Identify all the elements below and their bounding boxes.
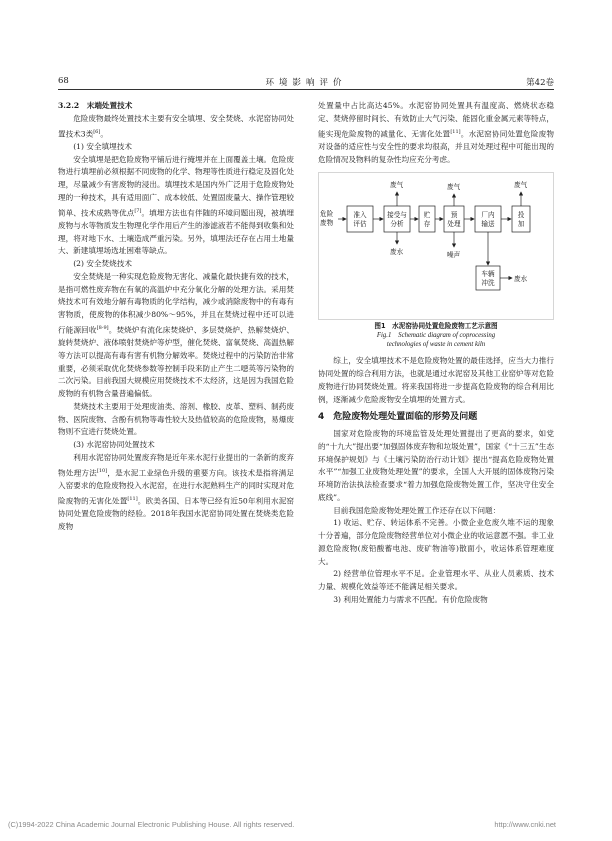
right-top-paragraph: 处置量中占比高达45%。水泥窑协同处置具有温度高、燃烧状态稳定、焚烧停留时间长、有效防止大气污染、能固化重金属元素等特点，能实现危险废物的减量化、无害化处置[11]。水泥窑协同处置危险废物对设备的适应性与安全性的要求均很高，并且对处理过程中可能出现的危险情况及物料的复杂性均应充分考虑。 [318, 101, 554, 164]
right-bottom-paragraph: 2) 经营单位管理水平不足。企业管理水平、从业人员素质、技术力量、规模化效益等还不能满足相关要求。 [318, 569, 554, 592]
cnki-url: http://www.cnki.net [494, 820, 556, 829]
label-waste-gas-3: 废气 [514, 181, 528, 190]
label-hazardous-waste-2: 废物 [320, 219, 334, 228]
node-n2-line1: 接受与 [387, 211, 407, 220]
node-n6-line2: 加 [517, 220, 525, 229]
label-waste-gas-2: 废气 [447, 183, 461, 192]
right-bottom-paragraph: 1) 收运、贮存、转运体系不完善。小微企业危废久堆不运的现象十分普遍，部分危险废物经营单位对小微企业的收运意愿不强。非工业源危险废物(废铅酸蓄电池、废矿物油等)散面小，收运体系管理难度大。 [318, 518, 554, 566]
left-paragraph: 安全焚烧是一种实现危险废物无害化、减量化最快捷有效的技术，是指可燃性废弃物在有氧的高温炉中充分氧化分解的处理方法。采用焚烧技术可有效地分解有毒物质的化学结构，减少或消除废物中的有毒有害物质，使废物的体积减少80%～95%，并且在焚烧过程中还可以进行能源回收[8-9]。焚烧炉有流化床焚烧炉、多层焚烧炉、热解焚烧炉、旋转焚烧炉、液体喷射焚烧炉等炉型，催化焚烧、富氧焚烧、高温热解等方法可以提高有毒有害有机物分解效率。焚烧过程中的污染防治非常重要，必须采取优化焚烧参数等控制手段来防止产生二噁英等污染物的二次污染。目前我国大规模应用焚烧技术不太经济，这是因为我国危险废物的有机物含量普遍偏低。 [58, 271, 295, 399]
right-bottom-paragraph: 3) 利用处置能力与需求不匹配。有价危险废物 [333, 594, 488, 604]
caption-english-line1: Fig.1 Schematic diagram of coprocessing [376, 332, 496, 340]
node-n7-line1: 车辆 [481, 270, 495, 279]
page-number: 68 [58, 76, 69, 86]
label-noise: 噪声 [447, 251, 461, 260]
citation-ref: [11] [127, 495, 138, 502]
page-header [0, 76, 612, 88]
journal-title: 环境影响评价 [265, 78, 347, 88]
left-column [58, 100, 294, 533]
node-n1-line2: 评估 [353, 220, 367, 229]
node-n6-line1: 投 [517, 211, 525, 220]
left-paragraph: 焚烧技术主要用于处理废油类、溶剂、橡胶、皮革、塑料、制药废物、医院废物、含酚有机物等毒性较大及热值较高的危险废物，易爆废物则不宜进行焚烧处置。 [58, 401, 294, 437]
node-n7-line2: 冲洗 [481, 279, 495, 288]
right-bottom-paragraph: 目前我国危险废物处理处置工作还存在以下问题： [333, 505, 501, 515]
section-heading: 4 危险废物处理处置面临的形势及问题 [318, 412, 478, 423]
volume-label: 第42卷 [526, 78, 554, 88]
node-n4-line2: 处理 [447, 220, 461, 229]
citation-ref: [8-9] [96, 324, 109, 331]
label-hazardous-waste-1: 危险 [320, 210, 334, 219]
left-paragraph: (1) 安全填埋技术 [73, 141, 132, 151]
node-n5-line1: 厂内 [481, 211, 495, 220]
label-waste-water-2: 废水 [514, 275, 528, 284]
left-paragraph: 3.2.2 末端处置技术 [58, 101, 133, 110]
right-bottom-paragraph: 国家对危险废物的环境监管及处理处置提出了更高的要求，如党的“十九大”提出要“加强固体废弃物和垃圾处置”，国家《“十三五”生态环境保护规划》与《土壤污染防治行动计划》提出“提高危险废物处置水平”“加强工业废物处理处置”的要求，全国人大开展的固体废物污染环境防治法执法检查要求“着力加强危险废物处置工作，坚决守住安全底线”。 [318, 429, 554, 502]
left-paragraph: 安全填埋是把危险废物平铺后进行掩埋并在上面覆盖土壤。危险废物进行填埋前必须根据不同废物的化学、物理等性质进行稳定及固化处理，尽量减少有害废物的浸出。填埋技术是国内外广泛用于危险废物处理的一种技术，具有适用面广、成本较低、处置固废量大、操作管理较简单、技术成熟等优点[7]。填埋方法也有伴随的环境问题出现，被填埋废物与水等物质发生物理化学作用后产生的渗滤液若不能得到收集和处理，将对地下水、土壤造成严重污染。另外，填埋法还存在占用土地量大、新建填埋场选址困难等缺点。 [58, 154, 295, 256]
left-paragraph: 利用水泥窑协同处置废弃物是近年来水泥行业提出的一条新的废弃物处理方法[10]，是水泥工业绿色升级的重要方向。该技术是指将满足入窑要求的危险废物投入水泥窑，在进行水泥熟料生产的同时实现对危险废物的无害化处置[11]。欧美各国、日本等已经有近50年利用水泥窑协同处置危险废物的经验。2018年我国水泥窑协同处置在焚烧类危险废物 [58, 452, 294, 531]
node-n3-line2: 存 [423, 220, 431, 229]
node-n5-line2: 输送 [481, 220, 495, 229]
left-paragraph: (3) 水泥窑协同处置技术 [73, 440, 155, 450]
node-n4-line1: 预 [450, 211, 458, 220]
right-column-bottom [318, 355, 554, 606]
right-column [318, 100, 554, 607]
citation-ref: [6] [93, 128, 101, 135]
node-n3-line1: 贮 [423, 211, 431, 220]
figure-caption [318, 322, 554, 349]
page-footer [0, 820, 612, 832]
caption-chinese: 图1 水泥窑协同处置危险废物工艺示意图 [374, 322, 498, 331]
header-rule [58, 89, 554, 90]
label-waste-water-1: 废水 [390, 248, 404, 257]
figure-frame [319, 173, 554, 320]
citation-ref: [10] [96, 467, 108, 474]
node-n1-line1: 准入 [353, 211, 367, 220]
copyright-notice: (C)1994-2022 China Academic Journal Electronic Publishing House. All rights reserved. [8, 820, 295, 829]
right-column-top [318, 100, 554, 166]
caption-english-line2: technologies of waste in cement kiln [386, 341, 486, 349]
left-paragraph: 危险废物最终处置技术主要有安全填埋、安全焚烧、水泥窑协同处置技术3类[6]。 [58, 113, 294, 139]
citation-ref: [11] [450, 128, 461, 135]
node-n2-line2: 分析 [390, 220, 404, 229]
process-figure [318, 172, 554, 320]
left-paragraph: (2) 安全焚烧技术 [73, 259, 132, 269]
process-diagram [318, 172, 554, 320]
label-waste-gas-1: 废气 [390, 181, 404, 190]
right-bottom-paragraph: 综上，安全填埋技术不是危险废物处置的最佳选择，应当大力推行协同处置的综合利用方法，也就是通过水泥窑及其他工业窑炉等对危险废物进行协同焚烧处置。将来我国将进一步提高危险废物的综合利用比例，逐渐减少危险废物安全填埋的处置方式。 [318, 356, 554, 404]
citation-ref: [7] [134, 207, 142, 214]
